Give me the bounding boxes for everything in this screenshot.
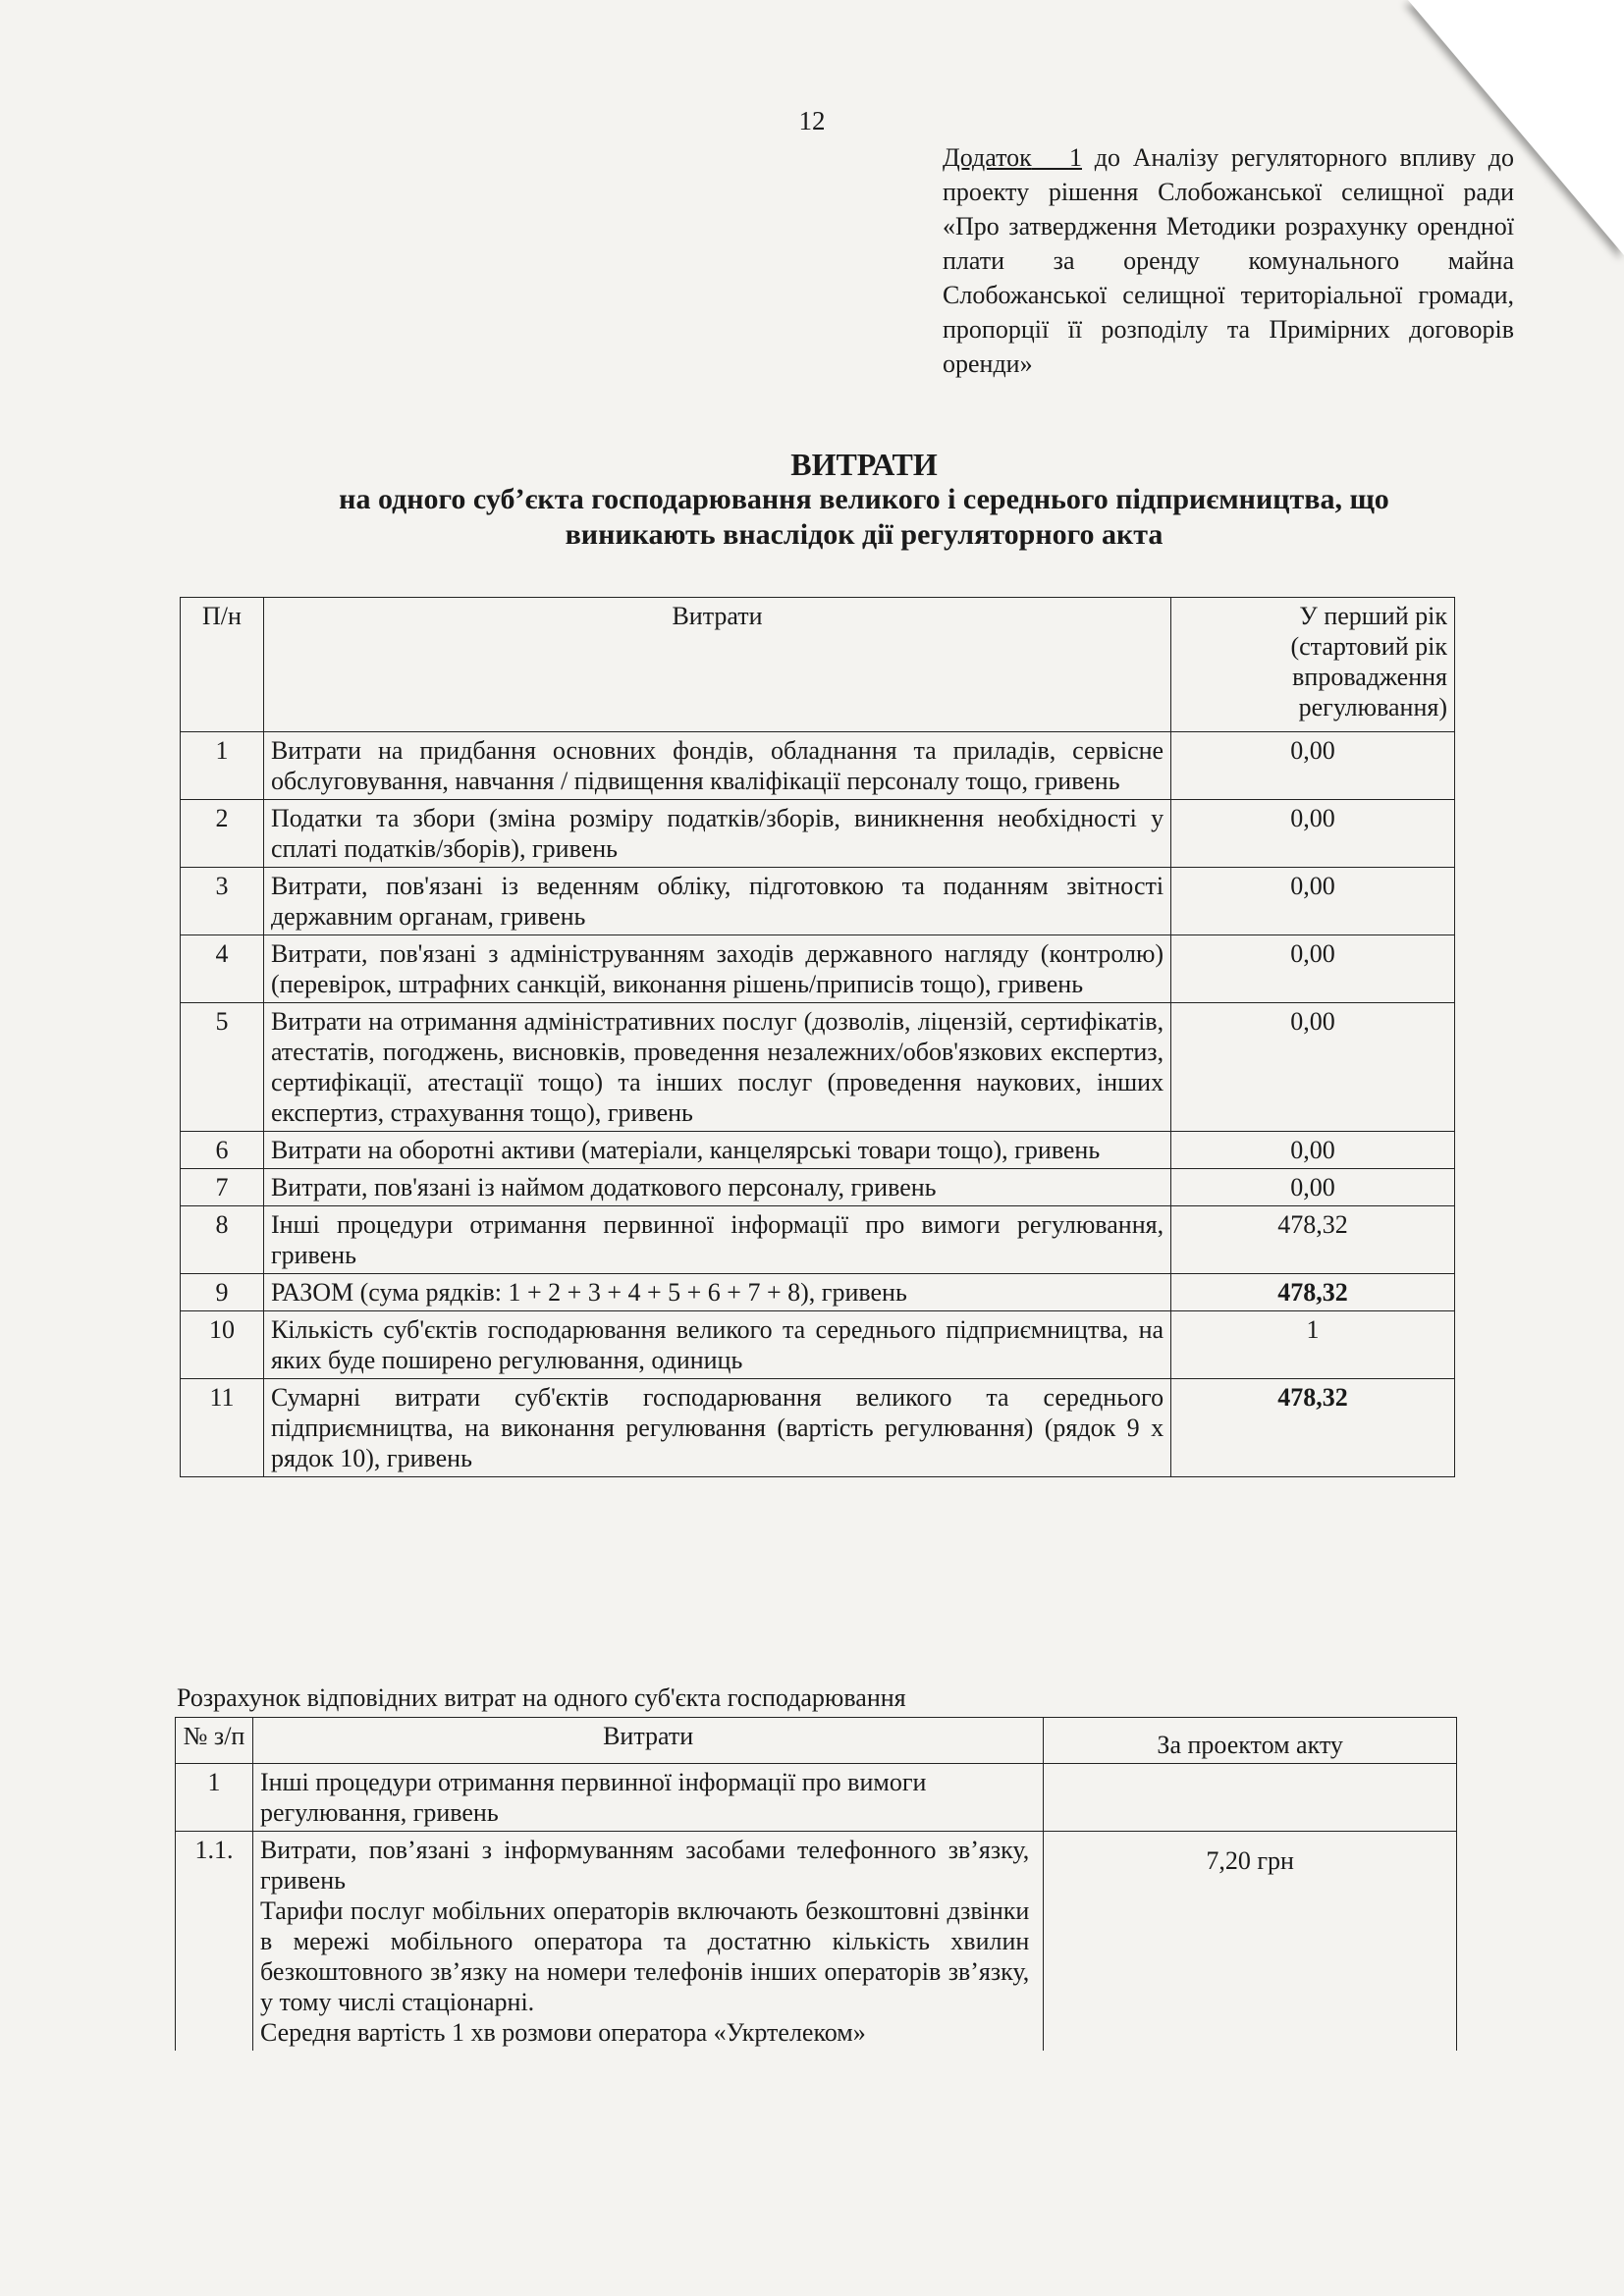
- table-row: [181, 1274, 1455, 1311]
- row-number: 11: [181, 1379, 264, 1477]
- row-number: 9: [181, 1274, 264, 1311]
- row-text-block: [252, 1832, 1043, 2052]
- header-first-year: У перший рік (стартовий рік впровадження регулювання): [1171, 598, 1455, 732]
- appendix-text: до Аналізу регуляторного впливу до проекту рішення Слобожанської селищної ради «Про затвердження Методики розрахунку орендної плати за оренду комунального майна Слобожанської селищної територіальної громади, пропорції її розподілу та Примірних договорів оренди»: [943, 143, 1514, 378]
- row-value: 1: [1171, 1311, 1455, 1379]
- row-text: Витрати на оборотні активи (матеріали, канцелярські товари тощо), гривень: [263, 1132, 1170, 1169]
- row-value: 0,00: [1171, 732, 1455, 800]
- table-row: [181, 1206, 1455, 1274]
- row-value: 478,32: [1171, 1379, 1455, 1477]
- row-number: 4: [181, 935, 264, 1003]
- row-text: Витрати, пов'язані із наймом додаткового персоналу, гривень: [263, 1169, 1170, 1206]
- row-value: 0,00: [1171, 1132, 1455, 1169]
- row-text: Витрати, пов'язані із веденням обліку, підготовкою та поданням звітності державним органам, гривень: [263, 868, 1170, 935]
- header-number: № з/п: [176, 1718, 253, 1764]
- table-row: [181, 1003, 1455, 1132]
- header-costs: Витрати: [252, 1718, 1043, 1764]
- row-number: 3: [181, 868, 264, 935]
- row-text: Інші процедури отримання первинної інформації про вимоги регулювання, гривень: [263, 1206, 1170, 1274]
- table-row: [181, 1379, 1455, 1477]
- row-value: 0,00: [1171, 800, 1455, 868]
- table-row: [176, 1764, 1457, 1832]
- header-costs: Витрати: [263, 598, 1170, 732]
- row-value: 478,32: [1171, 1206, 1455, 1274]
- document-title: [147, 447, 1581, 553]
- row-number: 10: [181, 1311, 264, 1379]
- row-number: 2: [181, 800, 264, 868]
- row-text: Витрати, пов’язані з інформуванням засобами телефонного зв’язку, гривень: [259, 1836, 1030, 1895]
- table-row: [181, 800, 1455, 868]
- appendix-note: [943, 140, 1514, 381]
- row-number: 1.1.: [176, 1832, 253, 2052]
- row-value: 0,00: [1171, 1169, 1455, 1206]
- row-text: Витрати на придбання основних фондів, обладнання та приладів, сервісне обслуговування, навчання / підвищення кваліфікації персоналу тощо, гривень: [263, 732, 1170, 800]
- page-number: 12: [798, 106, 826, 135]
- appendix-label: Додаток 1: [943, 143, 1082, 172]
- calculation-table: [175, 1717, 1457, 2051]
- row-number: 7: [181, 1169, 264, 1206]
- header-project-value: За проектом акту: [1044, 1718, 1457, 1764]
- row-number: 1: [181, 732, 264, 800]
- table-header-row: [176, 1718, 1457, 1764]
- row-value: 0,00: [1171, 935, 1455, 1003]
- title-main: ВИТРАТИ: [790, 447, 938, 482]
- row-text: Сумарні витрати суб'єктів господарювання великого та середнього підприємництва, на виконання регулювання (вартість регулювання) (рядок 9 х рядок 10), гривень: [263, 1379, 1170, 1477]
- calculation-subheading: Розрахунок відповідних витрат на одного суб'єкта господарювання: [177, 1683, 906, 1712]
- row-value: 0,00: [1171, 1003, 1455, 1132]
- row-text: Податки та збори (зміна розміру податків/зборів, виникнення необхідності у сплаті податків/зборів), гривень: [263, 800, 1170, 868]
- costs-table: [180, 597, 1455, 1477]
- row-text: Інші процедури отримання первинної інформації про вимоги регулювання, гривень: [252, 1764, 1043, 1832]
- row-number: 1: [176, 1764, 253, 1832]
- table-header-row: [181, 598, 1455, 732]
- row-text: РАЗОМ (сума рядків: 1 + 2 + 3 + 4 + 5 + 6 + 7 + 8), гривень: [263, 1274, 1170, 1311]
- title-line-3: виникають внаслідок дії регуляторного акта: [565, 518, 1164, 551]
- row-value: 0,00: [1171, 868, 1455, 935]
- row-text: Кількість суб'єктів господарювання великого та середнього підприємництва, на яких буде поширено регулювання, одиниць: [263, 1311, 1170, 1379]
- table-row: [181, 868, 1455, 935]
- row-value: 7,20 грн: [1044, 1832, 1457, 2052]
- table-row: [181, 1132, 1455, 1169]
- table-row: [181, 1169, 1455, 1206]
- table-row: [181, 935, 1455, 1003]
- table-row: [181, 732, 1455, 800]
- row-value: 478,32: [1171, 1274, 1455, 1311]
- title-line-2: на одного суб’єкта господарювання великого і середнього підприємництва, що: [339, 483, 1389, 515]
- row-text-tariffs: Тарифи послуг мобільних операторів включають безкоштовні дзвінки в мережі мобільного оператора та достатню кількість хвилин безкоштовного зв’язку на номери телефонів інших операторів зв’язку, у тому числі стаціонарні.: [259, 1896, 1030, 2016]
- row-text-average-cost: Середня вартість 1 хв розмови оператора «Укртелеком»: [259, 2018, 866, 2047]
- row-number: 8: [181, 1206, 264, 1274]
- header-number: П/н: [181, 598, 264, 732]
- row-value: [1044, 1764, 1457, 1832]
- row-text: Витрати на отримання адміністративних послуг (дозволів, ліцензій, сертифікатів, атестатів, погоджень, висновків, проведення незалежних/обов'язкових експертиз, сертифікації, атестації тощо) та інших послуг (проведення наукових, інших експертиз, страхування тощо), гривень: [263, 1003, 1170, 1132]
- row-text: Витрати, пов'язані з адмініструванням заходів державного нагляду (контролю) (перевірок, штрафних санкцій, виконання рішень/приписів тощо), гривень: [263, 935, 1170, 1003]
- row-number: 5: [181, 1003, 264, 1132]
- row-number: 6: [181, 1132, 264, 1169]
- table-row: [181, 1311, 1455, 1379]
- table-row: [176, 1832, 1457, 2052]
